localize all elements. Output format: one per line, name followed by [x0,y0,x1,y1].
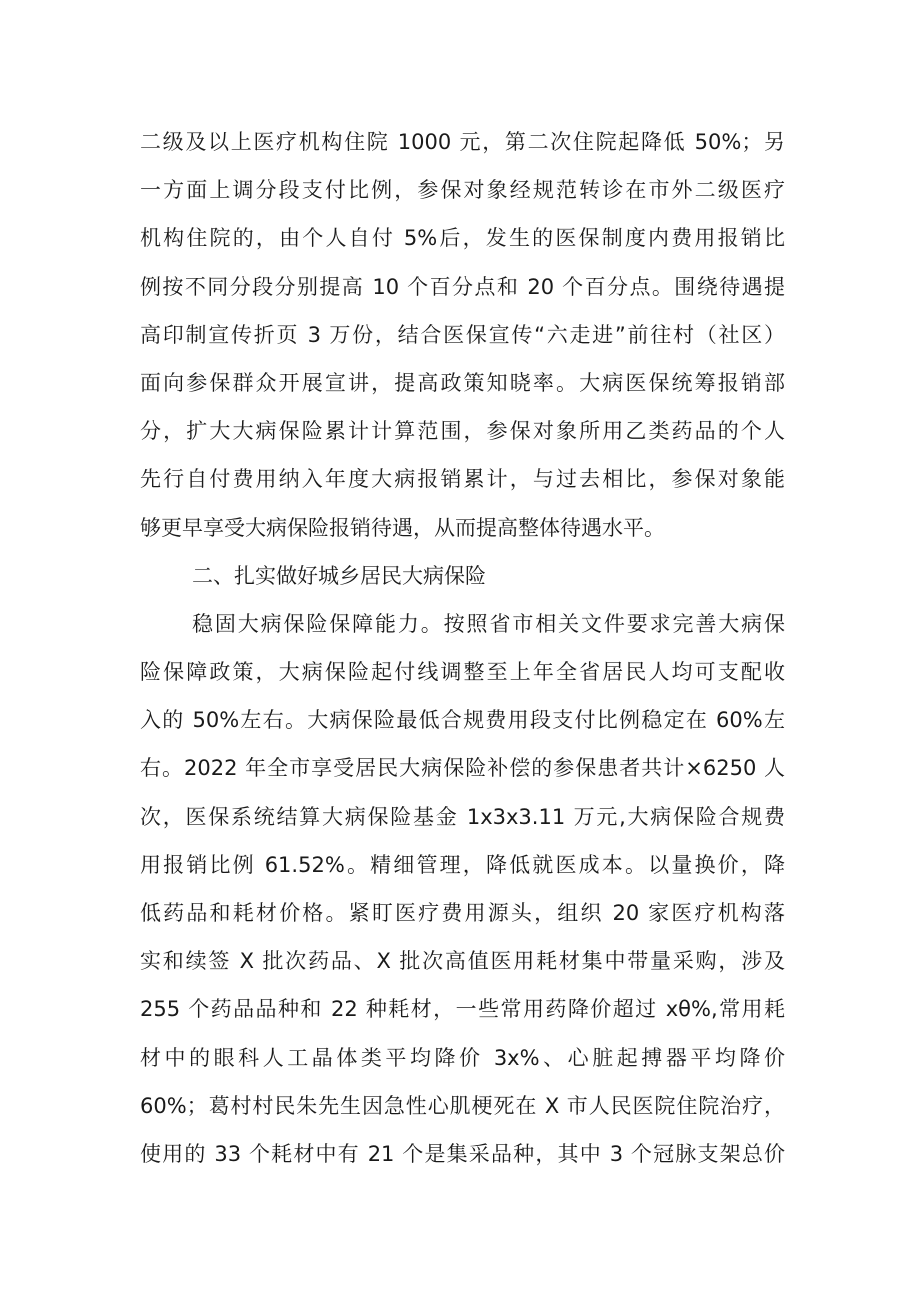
text-line: 用报销比例 61.52%。精细管理，降低就医成本。以量换价，降 [140,852,785,877]
text-line: 实和续签 X 批次药品、X 批次高值医用耗材集中带量采购，涉及 [140,949,785,974]
document-body [140,118,785,1178]
text-line: 一方面上调分段支付比例，参保对象经规范转诊在市外二级医疗 [140,178,785,203]
text-line: 例按不同分段分别提高 10 个百分点和 20 个百分点。围绕待遇提 [140,274,785,299]
section-heading: 二、扎实做好城乡居民大病保险 [192,563,486,588]
text-line: 255 个药品品种和 22 种耗材，一些常用药降价超过 xθ%,常用耗 [140,997,785,1022]
text-line: 低药品和耗材价格。紧盯医疗费用源头，组织 20 家医疗机构落 [140,901,785,925]
text-line: 稳固大病保险保障能力。按照省市相关文件要求完善大病保 [192,611,785,636]
text-line: 分，扩大大病保险累计计算范围，参保对象所用乙类药品的个人 [140,419,785,444]
text-line: 险保障政策，大病保险起付线调整至上年全省居民人均可支配收 [140,660,785,685]
text-line: 机构住院的，由个人自付 5%后，发生的医保制度内费用报销比 [140,226,785,251]
text-line: 二级及以上医疗机构住院 1000 元，第二次住院起降低 50%；另 [140,130,785,154]
text-line: 次，医保系统结算大病保险基金 1x3x3.11 万元,大病保险合规费 [140,804,785,829]
text-line: 面向参保群众开展宣讲，提高政策知晓率。大病医保统筹报销部 [140,370,785,395]
text-line: 入的 50%左右。大病保险最低合规费用段支付比例稳定在 60%左 [140,708,785,733]
text-line: 够更早享受大病保险报销待遇，从而提高整体待遇水平。 [140,515,665,540]
text-line: 使用的 33 个耗材中有 21 个是集采品种，其中 3 个冠脉支架总价 [140,1141,785,1166]
text-line: 60%；葛村村民朱先生因急性心肌梗死在 X 市人民医院住院治疗， [140,1093,785,1118]
text-line: 先行自付费用纳入年度大病报销累计，与过去相比，参保对象能 [140,467,785,492]
text-line: 右。2022 年全市享受居民大病保险补偿的参保患者共计×6250 人 [140,756,785,781]
paragraph-1 [140,118,785,552]
paragraph-2 [140,600,785,1178]
text-line: 材中的眼科人工晶体类平均降价 3x%、心脏起搏器平均降价 [140,1045,785,1070]
text-line: 高印制宣传折页 3 万份，结合医保宣传“六走进”前往村（社区） [140,322,785,347]
